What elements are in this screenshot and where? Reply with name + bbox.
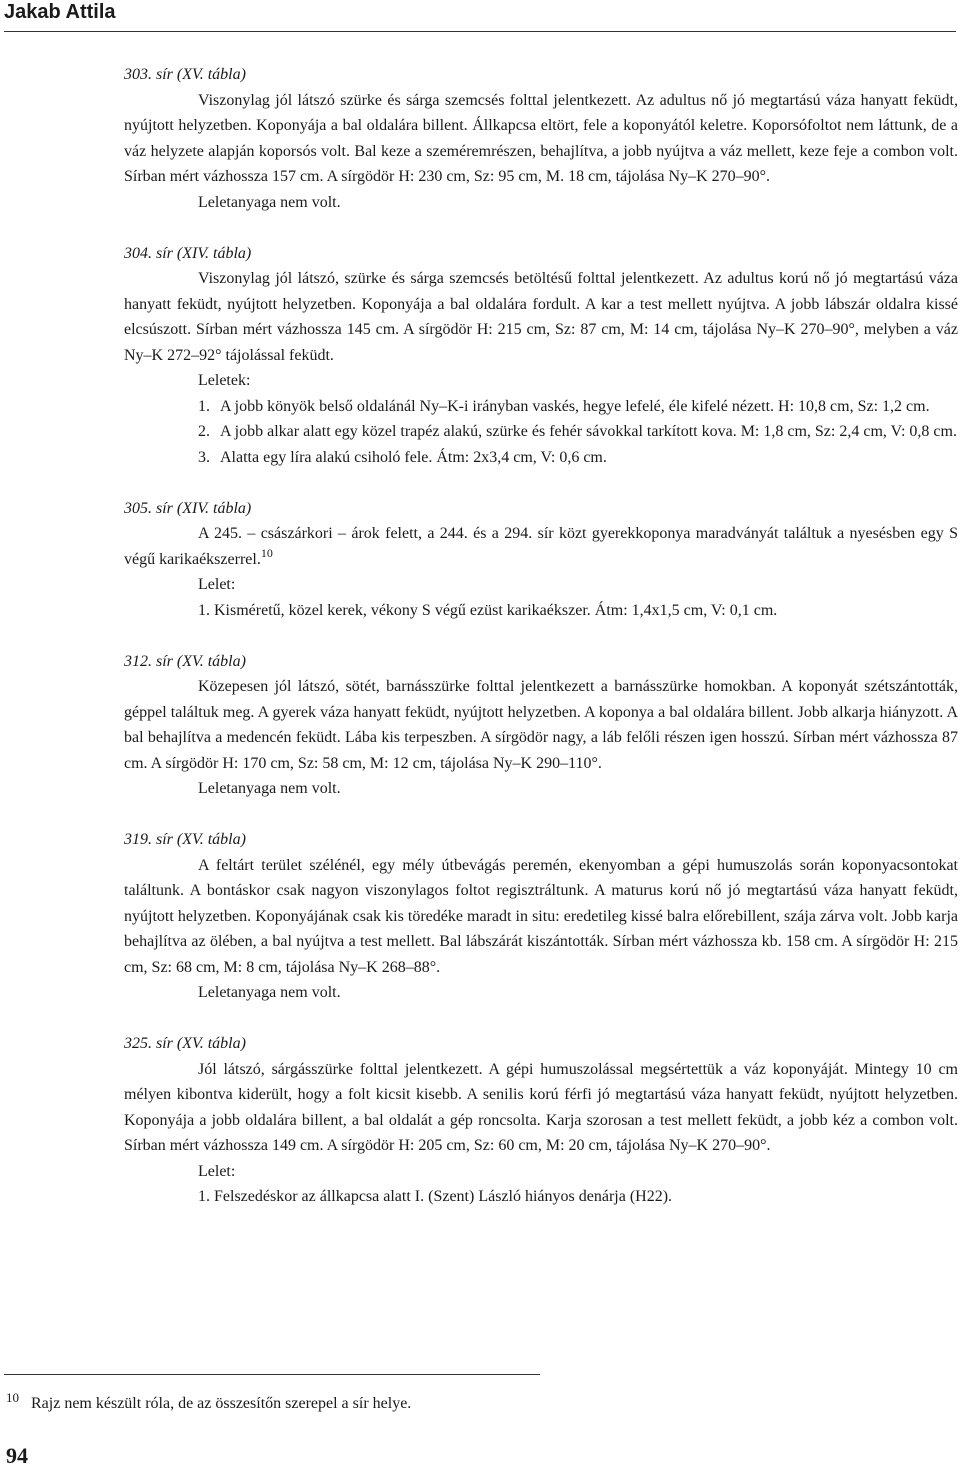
- find-text: A jobb alkar alatt egy közel trapéz alakú, szürke és fehér sávokkal tarkított kova. M: 1,8 cm, Sz: 2,4 cm, V: 0,8 cm.: [220, 423, 957, 440]
- footnote-number: 10: [6, 1390, 19, 1405]
- finds-note: Leletanyaga nem volt.: [198, 193, 341, 211]
- grave-entry-319: [124, 827, 958, 1006]
- find-number: 2.: [198, 423, 210, 440]
- find-item: 1. Kisméretű, közel kerek, vékony S végű ezüst karikaékszer. Átm: 1,4x1,5 cm, V: 0,1 cm.: [198, 601, 778, 619]
- grave-entry-303: [124, 62, 958, 215]
- running-header-author: Jakab Attila: [4, 1, 116, 23]
- find-number: 3.: [198, 448, 210, 466]
- entry-description-text: A 245. – császárkori – árok felett, a 244. és a 294. sír közt gyerekkoponya maradványát találtuk a nyesésben egy S végű karikaékszerrel.: [124, 525, 958, 568]
- find-text: Alatta egy líra alakú csiholó fele. Átm: 2x3,4 cm, V: 0,6 cm.: [220, 448, 607, 466]
- finds-label: Leletek:: [198, 372, 251, 389]
- find-text: A jobb könyök belső oldalánál Ny–K-i irányban vaskés, hegye lefelé, éle kifelé nézett. H: 10,8 cm, Sz: 1,2 cm.: [220, 397, 930, 415]
- entry-description: Közepesen jól látszó, sötét, barnásszürke folttal jelentkezett a barnásszürke homokban. A koponyát szétszántották, géppel találtuk meg. A gyerek váza hanyatt feküdt, nyújtott helyzetben. A koponya a bal oldalára billent. Jobb alkarja hiányzott. A bal behajlítva a medencén feküdt. Lába kis terpeszben. A sírgödör nagy, a láb felőli részen igen hosszú. Sírban mért vázhossza 87 cm. A sírgödör H: 170 cm, Sz: 58 cm, M: 12 cm, tájolása Ny–K 290–110°.: [124, 678, 958, 772]
- main-text: [124, 62, 958, 1235]
- find-item: 1. Felszedéskor az állkapcsa alatt I. (Szent) László hiányos denárja (H22).: [198, 1188, 673, 1205]
- find-item: [124, 445, 958, 471]
- grave-entry-312: [124, 649, 958, 802]
- entry-heading: 325. sír (XV. tábla): [124, 1035, 246, 1052]
- finds-note: Leletanyaga nem volt.: [198, 780, 341, 797]
- header-rule: [4, 31, 956, 32]
- entry-heading: 312. sír (XV. tábla): [124, 652, 246, 670]
- find-number: 1.: [198, 397, 210, 415]
- entry-heading: 303. sír (XV. tábla): [124, 66, 246, 83]
- footnote: [6, 1387, 411, 1415]
- footnote-reference: 10: [260, 545, 273, 560]
- footnote-text: Rajz nem készült róla, de az összesítőn szerepel a sír helye.: [31, 1395, 412, 1412]
- finds-note: Leletanyaga nem volt.: [198, 984, 341, 1001]
- entry-heading: 305. sír (XIV. tábla): [124, 499, 252, 517]
- entry-description: Jól látszó, sárgásszürke folttal jelentkezett. A gépi humuszolással megsértettük a váz koponyáját. Mintegy 10 cm mélyen kibontva kiderült, hogy a folt kicsit kisebb. A senilis korú férfi jó megtartású váza hanyatt feküdt, nyújtott helyzetben. Koponyája a jobb oldalára billent, a bal oldalát a gép roncsolta. Karja szorosan a test mellett feküdt, a jobb kéz a combon volt. Sírban mért vázhossza 149 cm. A sírgödör H: 205 cm, Sz: 60 cm, M: 20 cm, tájolása Ny–K 270–90°.: [124, 1060, 958, 1154]
- finds-label: Lelet:: [198, 1162, 236, 1180]
- find-item: [124, 419, 958, 445]
- entry-description: A feltárt terület szélénél, egy mély útbevágás peremén, ekenyomban a gépi humuszolás során koponyacsontokat találtunk. A bontáskor csak nagyon viszonylagos foltot regisztráltunk. A maturus korú nő jó megtartású váza hanyatt feküdt, nyújtott helyzetben. Koponyájának csak kis töredéke maradt in situ: eredetileg kissé balra előrebillent, szája zárva volt. Jobb karja behajlítva az ölében, a bal nyújtva a test mellett. Bal lábszárát kiszántották. Sírban mért vázhossza kb. 158 cm. A sírgödör H: 215 cm, Sz: 68 cm, M: 8 cm, tájolása Ny–K 268–88°.: [124, 856, 958, 976]
- page-number: 94: [6, 1443, 28, 1468]
- grave-entry-304: [124, 241, 958, 471]
- grave-entry-325: [124, 1031, 958, 1210]
- find-item: [124, 394, 958, 420]
- entry-description: Viszonylag jól látszó, szürke és sárga szemcsés betöltésű folttal jelentkezett. Az adultus korú nő jó megtartású váza hanyatt feküdt, nyújtott helyzetben. Koponyája a bal oldalára fordult. A kar a test mellett nyújtva. A jobb lábszár oldalra kissé elcsúszott. Sírban mért vázhossza 145 cm. A sírgödör H: 215 cm, Sz: 87 cm, M: 14 cm, tájolása Ny–K 270–90°, melyben a váz Ny–K 272–92° tájolással feküdt.: [124, 270, 958, 364]
- entry-heading: 304. sír (XIV. tábla): [124, 244, 252, 262]
- finds-label: Lelet:: [198, 576, 236, 593]
- entry-description: Viszonylag jól látszó szürke és sárga szemcsés folttal jelentkezett. Az adultus nő jó megtartású váza hanyatt feküdt, nyújtott helyzetben. Koponyája a bal oldalára billent. Állkapcsa eltört, fele a koponyától keletre. Koporsófoltot nem láttunk, de a váz helyzete alapján koporsós volt. Bal keze a szeméremrészen, behajlítva, a jobb nyújtva a váz mellett, keze feje a combon volt. Sírban mért vázhossza 157 cm. A sírgödör H: 230 cm, Sz: 95 cm, M. 18 cm, tájolása Ny–K 270–90°.: [124, 91, 958, 185]
- entry-heading: 319. sír (XV. tábla): [124, 831, 246, 848]
- footnote-rule: [4, 1374, 540, 1375]
- entry-description: [124, 521, 958, 572]
- grave-entry-305: [124, 496, 958, 624]
